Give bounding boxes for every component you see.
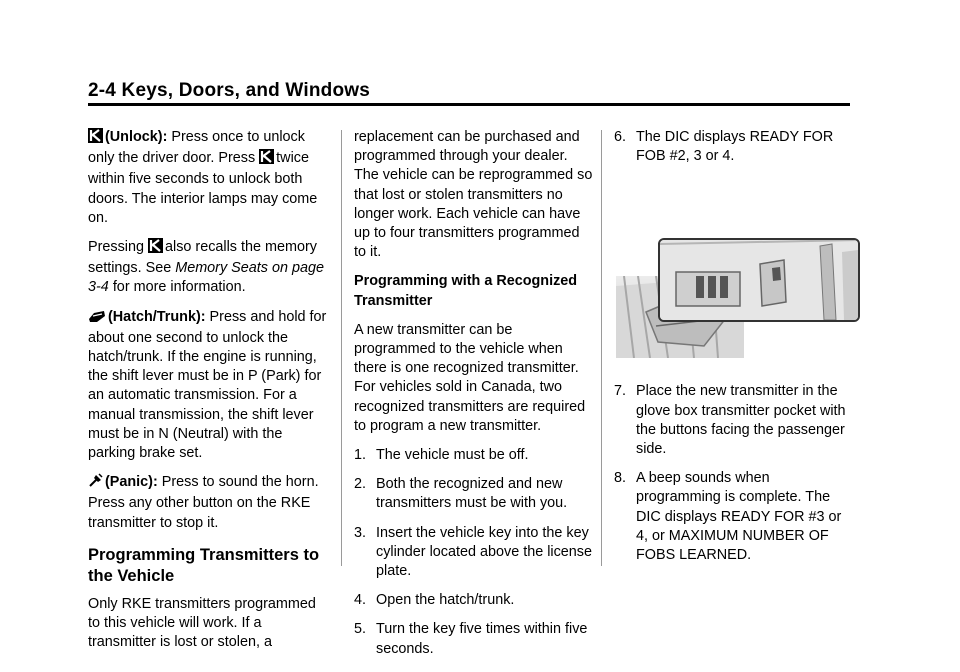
step-number: 2. <box>354 476 367 493</box>
hatch-text: Press and hold for about one second to unlock the hatch/trunk. If the engine is running, the shift lever must be in P (Park) for an automatic transmission. For a manual transmission, the shift lever must be in N (Neutral) with the parking brake set. <box>88 308 327 462</box>
unlock-icon <box>148 238 163 259</box>
column-3 <box>614 128 854 575</box>
unlock-icon <box>259 149 274 170</box>
panic-text: Press to sound the horn. Press any other button on the RKE transmitter to stop it. <box>88 474 319 531</box>
step-text: The DIC displays READY FOR FOB #2, 3 or 4. <box>636 129 834 165</box>
list-item <box>614 382 854 459</box>
memory-seats-link[interactable]: Memory Seats on page 3-4 <box>88 260 324 296</box>
column-1 <box>88 128 330 662</box>
intro-text: A new transmitter can be programmed to the vehicle when there is one recognized transmitter. For vehicles sold in Canada, two recognized transmitters are required to program a new transmitter. <box>354 321 586 434</box>
step-text: Turn the key five times within five seconds. <box>376 621 588 657</box>
step-number: 4. <box>354 592 367 609</box>
section-text: Only RKE transmitters programmed to this vehicle will work. If a transmitter is lost or stolen, a <box>88 595 316 651</box>
list-item <box>614 128 854 166</box>
step-number: 3. <box>354 524 367 541</box>
pressing-text-3: for more information. <box>112 279 246 296</box>
continued-text: replacement can be purchased and programmed through your dealer. The vehicle can be reprogrammed so that lost or stolen transmitters no longer work. Each vehicle can have up to four transmitters programmed to it. <box>354 129 593 261</box>
step-number: 8. <box>614 470 627 487</box>
list-item <box>614 469 854 565</box>
step-text: Both the recognized and new transmitters must be with you. <box>376 476 568 512</box>
unlock-label: (Unlock): <box>105 129 168 145</box>
pressing-text-1: Pressing <box>88 239 144 256</box>
list-item <box>354 591 594 610</box>
transmitter-pocket-inset <box>658 238 860 322</box>
step-number: 5. <box>354 621 367 638</box>
header-rule <box>88 103 850 106</box>
step-number: 1. <box>354 447 367 464</box>
step-text: Place the new transmitter in the glove box transmitter pocket with the buttons facing the passenger side. <box>636 383 846 458</box>
list-item <box>354 524 594 582</box>
unlock-text-1: Press once to unlock only the driver door. Press <box>88 129 305 167</box>
hatch-trunk-icon <box>88 310 106 329</box>
panic-label: (Panic): <box>105 474 158 491</box>
list-item <box>354 446 594 465</box>
step-text: Insert the vehicle key into the key cylinder located above the license plate. <box>376 524 592 580</box>
column-divider-2 <box>601 130 602 566</box>
page-title: 2-4 Keys, Doors, and Windows <box>88 80 371 101</box>
step-text: The vehicle must be off. <box>376 447 529 464</box>
glove-box-illustration <box>616 180 870 368</box>
unlock-text-2: twice within five seconds to unlock both doors. The interior lamps may come on. <box>88 150 318 226</box>
pressing-paragraph <box>88 238 330 298</box>
list-item <box>354 620 594 658</box>
hatch-paragraph <box>88 308 330 464</box>
section-heading: Programming Transmitters to the Vehicle <box>88 545 320 585</box>
column-divider-1 <box>341 130 342 566</box>
list-item <box>354 475 594 513</box>
column-2 <box>354 128 594 669</box>
pressing-text-2: also recalls the memory settings. See <box>88 239 317 277</box>
subheading: Programming with a Recognized Transmitter <box>354 273 578 309</box>
step-number: 6. <box>614 129 627 145</box>
step-text: Open the hatch/trunk. <box>376 592 515 609</box>
unlock-icon <box>88 128 103 149</box>
step-number: 7. <box>614 383 627 400</box>
step-text: A beep sounds when programming is complete. The DIC displays READY FOR #3 or 4, or MAXIMUM NUMBER OF FOBS LEARNED. <box>636 470 842 564</box>
hatch-label: (Hatch/Trunk): <box>108 308 206 325</box>
panic-paragraph <box>88 473 330 533</box>
panic-horn-icon <box>88 473 103 494</box>
unlock-paragraph <box>88 128 330 228</box>
